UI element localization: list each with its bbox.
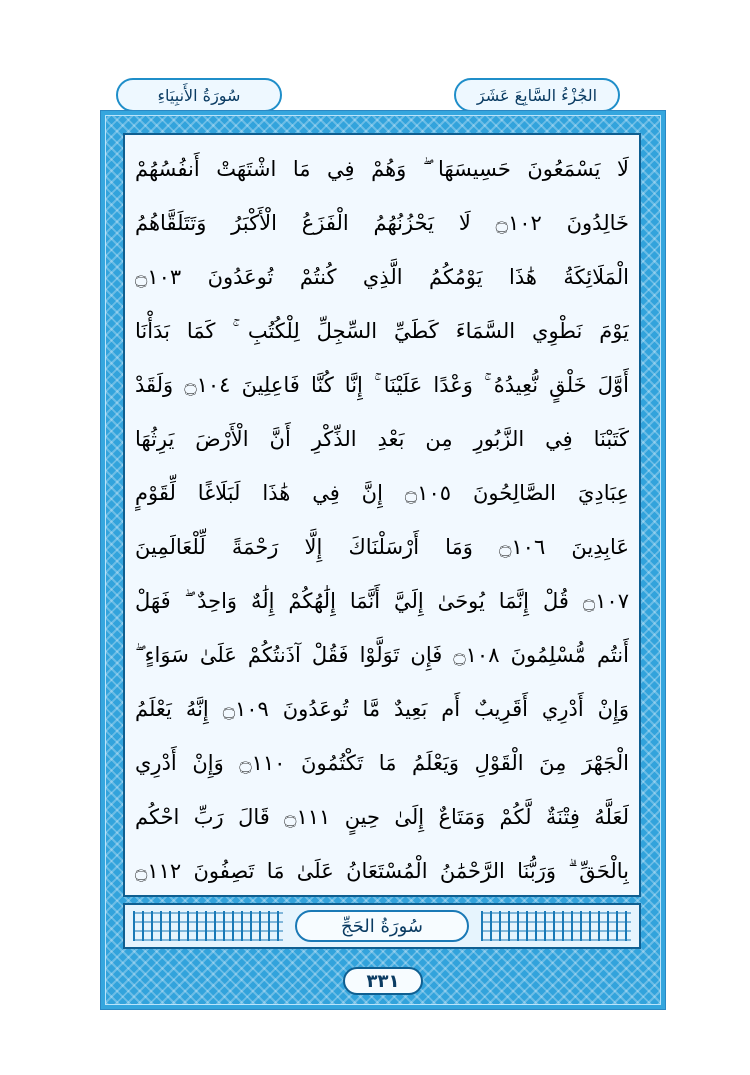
next-surah-title: سُورَةُ الحَجِّ	[295, 910, 469, 942]
surah-title-banner	[123, 903, 641, 949]
text-line: أَوَّلَ خَلْقٍ نُّعِيدُهُ ۚ وَعْدًا عَلَيْنَا ۚ إِنَّا كُنَّا فَاعِلِينَ ۝١٠٤ وَلَقَدْ	[135, 373, 629, 397]
text-line: خَالِدُونَ ۝١٠٢ لَا يَحْزُنُهُمُ الْفَزَعُ الْأَكْبَرُ وَتَتَلَقَّاهُمُ	[135, 211, 629, 235]
lattice-ornament	[133, 911, 283, 941]
page-number: ٣٣١	[343, 967, 423, 995]
text-line: لَعَلَّهُ فِتْنَةٌ لَّكُمْ وَمَتَاعٌ إِلَىٰ حِينٍ ۝١١١ قَالَ رَبِّ احْكُم	[135, 805, 629, 829]
text-line: ۝١٠٧ قُلْ إِنَّمَا يُوحَىٰ إِلَيَّ أَنَّمَا إِلَٰهُكُمْ إِلَٰهٌ وَاحِدٌ ۖ فَهَلْ	[135, 589, 629, 613]
page-frame	[100, 110, 666, 1010]
text-line: عَابِدِينَ ۝١٠٦ وَمَا أَرْسَلْنَاكَ إِلَّا رَحْمَةً لِّلْعَالَمِينَ	[135, 535, 629, 559]
juz-label: الجُزْءُ السَّابِعَ عَشَرَ	[454, 78, 620, 112]
text-line: كَتَبْنَا فِي الزَّبُورِ مِن بَعْدِ الذِّكْرِ أَنَّ الْأَرْضَ يَرِثُهَا	[135, 427, 629, 451]
text-line: الْجَهْرَ مِنَ الْقَوْلِ وَيَعْلَمُ مَا تَكْتُمُونَ ۝١١٠ وَإِنْ أَدْرِي	[135, 751, 629, 775]
text-line: أَنتُم مُّسْلِمُونَ ۝١٠٨ فَإِن تَوَلَّوْا فَقُلْ آذَنتُكُمْ عَلَىٰ سَوَاءٍ ۖ	[135, 643, 629, 667]
text-line: لَا يَسْمَعُونَ حَسِيسَهَا ۖ وَهُمْ فِي مَا اشْتَهَتْ أَنفُسُهُمْ	[135, 157, 629, 181]
lattice-ornament	[481, 911, 631, 941]
text-line: بِالْحَقِّ ۗ وَرَبُّنَا الرَّحْمَٰنُ الْمُسْتَعَانُ عَلَىٰ مَا تَصِفُونَ ۝١١٢	[135, 859, 629, 883]
text-area	[123, 133, 641, 897]
text-line: الْمَلَائِكَةُ هَٰذَا يَوْمُكُمُ الَّذِي كُنتُمْ تُوعَدُونَ ۝١٠٣	[135, 265, 629, 289]
text-line: وَإِنْ أَدْرِي أَقَرِيبٌ أَم بَعِيدٌ مَّا تُوعَدُونَ ۝١٠٩ إِنَّهُ يَعْلَمُ	[135, 697, 629, 721]
text-line: عِبَادِيَ الصَّالِحُونَ ۝١٠٥ إِنَّ فِي هَٰذَا لَبَلَاغًا لِّقَوْمٍ	[135, 481, 629, 505]
text-line: يَوْمَ نَطْوِي السَّمَاءَ كَطَيِّ السِّجِلِّ لِلْكُتُبِ ۚ كَمَا بَدَأْنَا	[135, 319, 629, 343]
surah-name-label: سُورَةُ الأَنبِيَاءِ	[116, 78, 282, 112]
